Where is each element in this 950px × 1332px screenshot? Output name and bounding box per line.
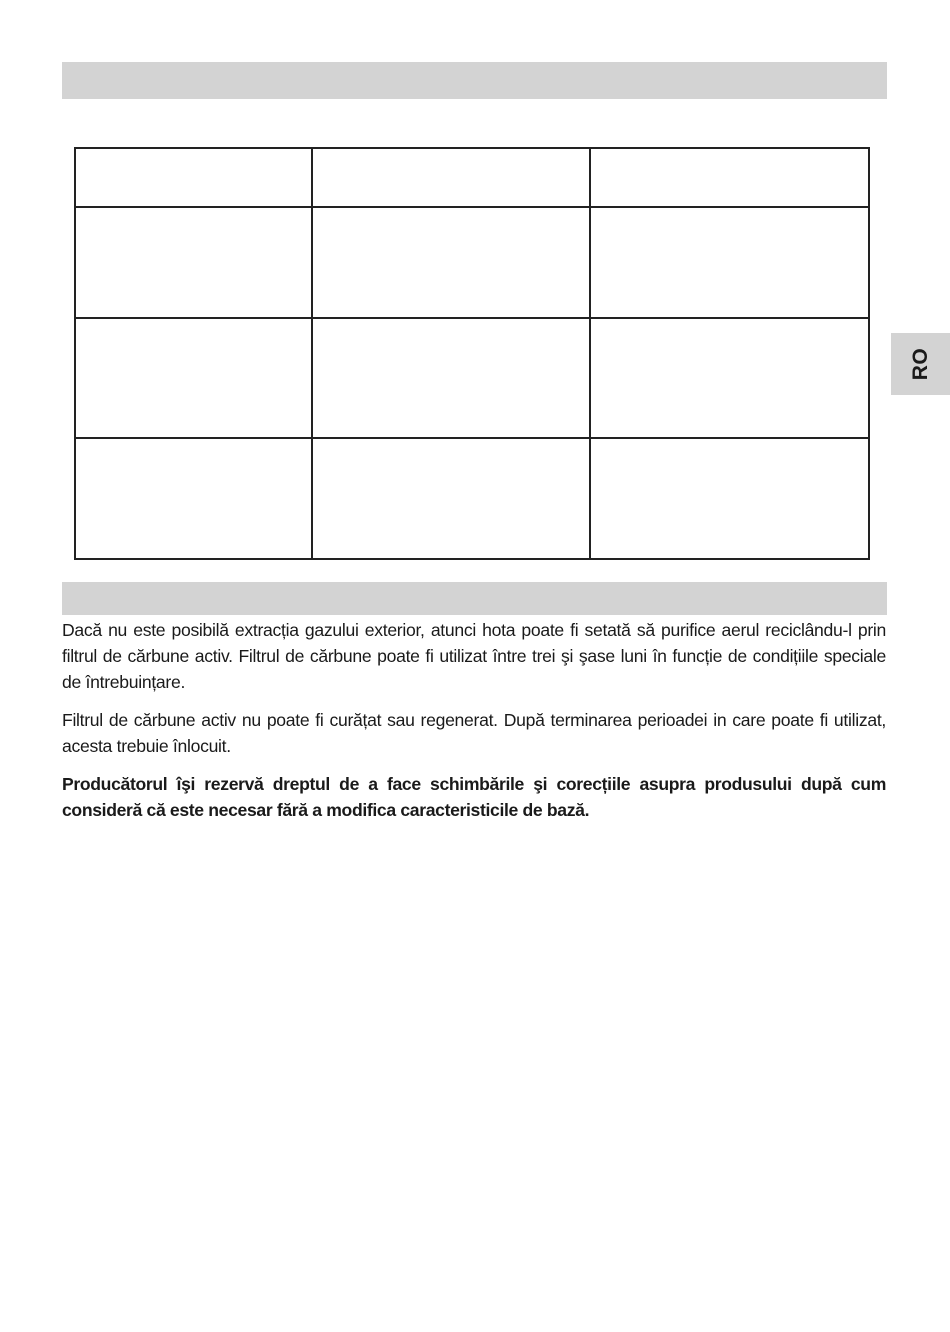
table-row <box>75 207 869 318</box>
table-cell <box>312 438 590 559</box>
table-cell <box>75 438 312 559</box>
table-cell <box>590 207 869 318</box>
table-cell <box>75 148 312 207</box>
language-tab <box>891 333 950 395</box>
table-row <box>75 318 869 438</box>
troubleshooting-table <box>74 147 870 560</box>
paragraph-filter-replacement: Filtrul de cărbune activ nu poate fi curățat sau regenerat. După terminarea perioadei in care poate fi utilizat, acesta trebuie înlocuit. <box>62 710 886 756</box>
manufacturer-notice: Producătorul îşi rezervă dreptul de a face schimbările şi corecțiile asupra produsului după cum consideră că este necesar fără a modifica caracteristicile de bază. <box>62 774 886 820</box>
table-cell <box>590 318 869 438</box>
table-cell <box>75 207 312 318</box>
section-header-bar <box>62 62 887 99</box>
table-cell <box>590 148 869 207</box>
section-header-bar <box>62 582 887 615</box>
language-code: RO <box>908 347 932 381</box>
table-cell <box>312 207 590 318</box>
table-cell <box>75 318 312 438</box>
table-cell <box>590 438 869 559</box>
table-cell <box>312 318 590 438</box>
table-cell <box>312 148 590 207</box>
table-header-row <box>75 148 869 207</box>
table-row <box>75 438 869 559</box>
paragraph-carbon-filter: Dacă nu este posibilă extracția gazului exterior, atunci hota poate fi setată să purifice aerul reciclându-l prin filtrul de cărbune activ. Filtrul de cărbune poate fi utilizat între trei şi şase luni în funcție de condițiile speciale de întrebuințare. <box>62 620 886 692</box>
